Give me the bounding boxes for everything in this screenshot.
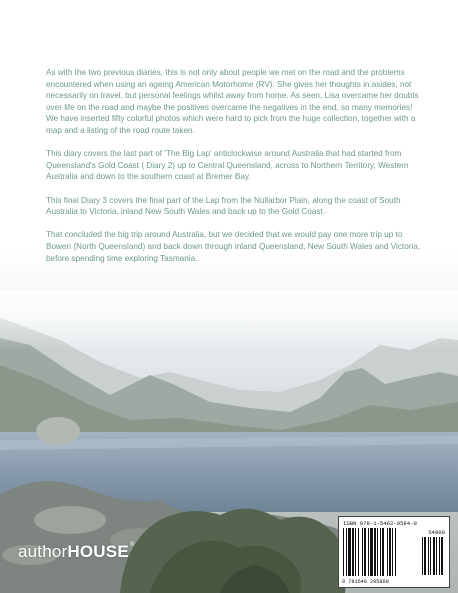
- blurb-paragraph-1b: We have inserted fifty colorful photos which were hard to pick from the huge collection, together with a map and a listing of the road route taken.: [46, 114, 416, 135]
- logo-mark: ®: [129, 542, 135, 548]
- logo-suffix: HOUSE: [67, 542, 129, 561]
- blurb-paragraph-4: That concluded the big trip around Australia, but we decided that we would pay one more trip up to Bowen (North Queensland) and back down through inland Queensland, New South Wales and Victoria, before spending time exploring Tasmania.: [46, 230, 421, 263]
- blurb: [46, 67, 422, 276]
- isbn-barcode: [338, 516, 450, 588]
- publisher-logo: [18, 542, 135, 562]
- blurb-paragraph-1: As with the two previous diaries, this is not only about people we met on the road and the problems encountered when using an ageing American Motorhome (RV). She gives her thoughts in asides, not necessarily on travel, but personal feelings whilst away from home. As seen, Lisa overcame her doubts over life on the road and maybe the positives overcame the negatives in the end, so many memories!: [46, 68, 419, 112]
- logo-prefix: author: [18, 542, 68, 561]
- barcode-digits: 9 781546 295860: [342, 579, 389, 585]
- price-bars-icon: [421, 537, 445, 575]
- price-code: 54900: [428, 529, 445, 536]
- isbn-text: ISBN 978-1-5462-9584-0: [343, 520, 417, 527]
- blurb-paragraph-3: This final Diary 3 covers the final part of the Lap from the Nullarbor Plain, along the coast of South Australia to Victoria, inland New South Wales and back up to the Gold Coast.: [46, 195, 401, 217]
- boulder: [36, 417, 80, 445]
- blurb-paragraph-2: This diary covers the last part of 'The Big Lap' anticlockwise around Australia that had started from Queensland's Gold Coast ( Diary 2) up to Central Queensland, across to Northern Territory, Western Australia and down to the southern coast at Bremer Bay.: [46, 149, 409, 182]
- barcode-bars-icon: [343, 528, 421, 576]
